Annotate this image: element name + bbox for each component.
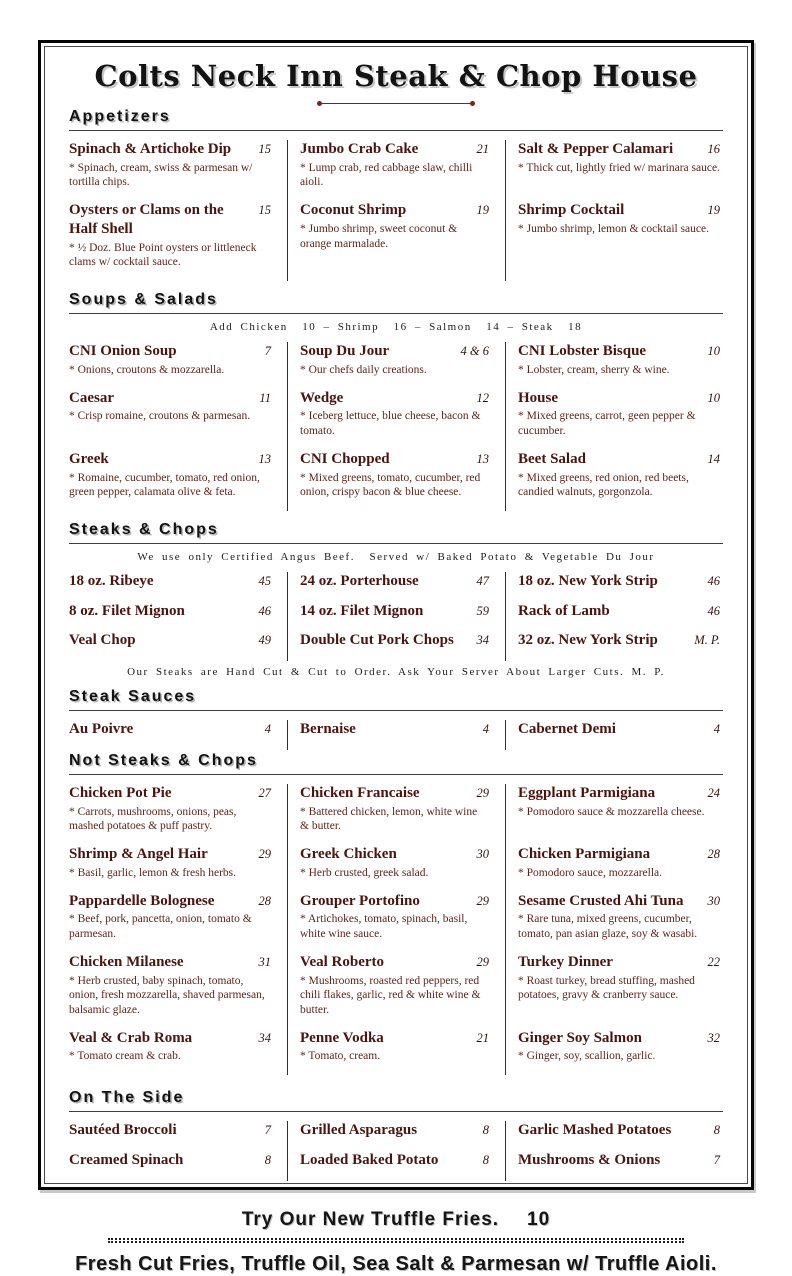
menu-item-name: Bernaise [300,721,356,738]
menu-item-description: * Battered chicken, lemon, white wine & butter. [300,805,478,833]
menu-item-description: * Basil, garlic, lemon & fresh herbs. [69,866,237,879]
menu-item-description: * Herb crusted, greek salad. [300,866,429,879]
menu-item-description: * Romaine, cucumber, tomato, red onion, green pepper, calamata olive & feta. [69,471,260,499]
menu-item-name: Chicken Pot Pie [69,784,172,801]
menu-item-header [300,342,489,361]
menu-item [69,631,287,661]
menu-item-description: * Mixed greens, carrot, geen pepper & cucumber. [518,410,696,438]
menu-item-header [69,953,271,972]
menu-item-price: 4 & 6 [460,344,489,359]
menu-item [69,342,287,388]
menu-item [287,784,505,845]
menu-item-price: 15 [258,203,271,218]
menu-item-name: Greek Chicken [300,846,397,863]
menu-item-name: 18 oz. Ribeye [69,572,154,589]
menu-item [505,572,723,602]
section-note: Add Chicken 10 – Shrimp 16 – Salmon 14 – Steak 18 [209,321,583,334]
menu-item-name: Turkey Dinner [518,953,613,970]
menu-item-header [300,631,489,650]
section-heading: Steak Sauces [69,688,723,711]
menu-item [505,1121,723,1151]
menu-item-name: Greek [69,450,109,467]
menu-item-header [69,784,271,803]
menu-item [287,140,505,201]
promo-description: Fresh Cut Fries, Truffle Oil, Sea Salt & Parmesan w/ Truffle Aioli. [75,1252,717,1275]
menu-item-name: Au Poivre [69,721,134,738]
menu-item-name: Chicken Milanese [69,953,184,970]
truffle-fries-promo [69,1209,723,1276]
menu-item-description: * Artichokes, tomato, spinach, basil, white wine sauce. [300,913,468,941]
menu-item-name: Oysters or Clams on the Half Shell [69,202,224,237]
menu-item-description: * Rare tuna, mixed greens, cucumber, tomato, pan asian glaze, soy & wasabi. [518,913,698,941]
menu-item-price: 45 [258,573,271,588]
menu-item-header [300,389,489,408]
menu-item-name: 24 oz. Porterhouse [300,572,419,589]
menu-item-description: * Beef, pork, pancetta, onion, tomato & parmesan. [69,913,252,941]
menu-item-header [300,953,489,972]
menu-item-price: 14 [707,451,720,466]
menu-item-header [69,342,271,361]
menu-item-description: * Jumbo shrimp, sweet coconut & orange marmalade. [300,222,458,250]
menu-item-price: 24 [707,785,720,800]
menu-item [287,892,505,953]
menu-item-description: * Thick cut, lightly fried w/ marinara sauce. [518,161,720,174]
menu-item-header [518,631,720,650]
menu-item-description: * Herb crusted, baby spinach, tomato, onion, fresh mozzarella, shaved parmesan, balsamic glaze. [69,974,265,1016]
menu-item-name: Mushrooms & Onions [518,1151,661,1168]
menu-item-header [69,450,271,469]
menu-item-name: Veal Roberto [300,953,385,970]
menu-item-header [69,201,271,239]
menu-item-header [518,140,720,159]
menu-item-price: 46 [258,603,271,618]
menu-item-price: 8 [482,1152,489,1167]
menu-item [505,1029,723,1075]
menu-item-price: 10 [707,344,720,359]
menu-item-name: 8 oz. Filet Mignon [69,602,185,619]
menu-item-header [300,140,489,159]
section-items-grid [69,784,723,1075]
promo-title: Try Our New Truffle Fries. [241,1208,500,1230]
menu-item-price: 29 [476,785,489,800]
menu-item [505,892,723,953]
menu-item [505,953,723,1029]
menu-item-name: Grilled Asparagus [300,1122,418,1139]
menu-item-name: Creamed Spinach [69,1151,184,1168]
menu-item-price: 16 [707,142,720,156]
menu-item-name: Double Cut Pork Chops [300,632,454,649]
menu-item-description: * Onions, croutons & mozzarella. [69,363,225,376]
menu-item-header [300,845,489,864]
menu-item [69,784,287,845]
menu-item [69,1121,287,1151]
menu-item [287,450,505,511]
menu-item [69,1029,287,1075]
section-heading: Soups & Salads [69,291,723,314]
menu-item [287,1121,505,1151]
menu-item-price: 13 [258,451,271,466]
menu-item [287,602,505,632]
menu-item-header [69,892,271,911]
menu-item-header [518,953,720,972]
menu-item-price: 21 [476,142,489,156]
menu-item-price: 4 [264,722,271,737]
menu-item-header [300,572,489,591]
section-heading: Steaks & Chops [69,521,723,544]
menu-item-header [69,572,271,591]
menu-item-price: 7 [264,1123,271,1138]
menu-item-header [518,342,720,361]
menu-item-price: 8 [482,1123,489,1138]
menu-item-header [300,784,489,803]
menu-item [69,845,287,891]
menu-item-name: Salt & Pepper Calamari [518,141,674,157]
section-note: We use only Certified Angus Beef. Served w/ Baked Potato & Vegetable Du Jour [137,550,655,563]
menu-item-header [518,892,720,911]
menu-item [69,450,287,511]
menu-item-header [69,1121,271,1140]
menu-item-price: 32 [707,1030,720,1045]
menu-item-header [300,450,489,469]
menu-item [287,342,505,388]
menu-item-name: Pappardelle Bolognese [69,892,215,909]
menu-item-header [69,720,271,739]
menu-item-name: Sautéed Broccoli [69,1122,177,1139]
menu-item [287,1029,505,1075]
section-heading: On The Side [69,1089,723,1112]
menu-item-description: * Tomato cream & crab. [69,1050,181,1063]
menu-item-description: * Pomodoro sauce, mozzarella. [518,866,663,879]
menu-item [287,389,505,450]
menu-item-description: * Pomodoro sauce & mozzarella cheese. [518,805,705,818]
menu-item-header [518,572,720,591]
menu-item-description: * Carrots, mushrooms, onions, peas, mashed potatoes & puff pastry. [69,805,237,833]
menu-item [287,572,505,602]
menu-item-name: Coconut Shrimp [300,202,407,219]
menu-item [287,631,505,661]
menu-item [505,201,723,281]
menu-item-header [518,784,720,803]
menu-item-price: 29 [476,893,489,908]
menu-item-price: 28 [258,893,271,908]
menu-item [69,572,287,602]
menu-item-header [518,389,720,408]
section-items-grid [69,140,723,281]
menu-item-description: * Lobster, cream, sherry & wine. [518,363,670,376]
menu-item-header [69,1029,271,1048]
menu-item [505,845,723,891]
menu-title: Colts Neck Inn Steak & Chop House [94,59,698,93]
menu-item-header [300,201,489,220]
menu-item-description: * Our chefs daily creations. [300,363,427,376]
menu-item-header [300,1121,489,1140]
dotted-divider-rule [108,1238,684,1243]
menu-item-price: 34 [476,633,489,648]
menu-item-price: 22 [707,954,720,969]
menu-item-header [300,720,489,739]
menu-item-name: Caesar [69,389,114,406]
menu-item-header [300,1029,489,1048]
menu-item-price: 30 [476,847,489,862]
menu-item [287,201,505,281]
menu-item-name: Chicken Francaise [300,784,420,801]
menu-item-name: Eggplant Parmigiana [518,784,656,801]
section-footnote: Our Steaks are Hand Cut & Cut to Order. Ask Your Server About Larger Cuts. M. P. [127,666,665,679]
section-items-grid [69,720,723,750]
menu-item [287,1151,505,1181]
menu-item-name: Loaded Baked Potato [300,1151,439,1168]
menu-item-name: House [518,389,559,406]
menu-item-name: Jumbo Crab Cake [300,141,419,157]
menu-item-name: CNI Lobster Bisque [518,343,647,360]
menu-item-header [300,1151,489,1170]
menu-item [505,140,723,201]
menu-item-name: Shrimp & Angel Hair [69,846,208,863]
menu-item [69,1151,287,1181]
menu-item-name: Ginger Soy Salmon [518,1029,642,1046]
menu-item-description: * Spinach, cream, swiss & parmesan w/ tortilla chips. [69,161,253,189]
menu-item-header [518,1121,720,1140]
menu-item-price: 19 [476,203,489,218]
menu-item-price: 47 [476,573,489,588]
menu-item-price: 8 [264,1152,271,1167]
menu-item-price: M. P. [694,633,720,648]
menu-item [287,845,505,891]
menu-item-name: Rack of Lamb [518,602,610,619]
menu-item-name: Sesame Crusted Ahi Tuna [518,892,684,909]
menu-item-price: 12 [476,390,489,405]
menu-item-header [69,389,271,408]
menu-item-header [518,201,720,220]
menu-item-name: Penne Vodka [300,1029,384,1046]
menu-item [69,602,287,632]
menu-item-price: 4 [713,722,720,737]
menu-item [69,389,287,450]
menu-item-price: 19 [707,203,720,218]
menu-item-description: * Mushrooms, roasted red peppers, red chili flakes, garlic, red & white wine & butter. [300,974,481,1016]
menu-item [505,1151,723,1181]
menu-item-description: * Roast turkey, bread stuffing, mashed potatoes, gravy & cranberry sauce. [518,974,695,1002]
menu-item-price: 27 [258,785,271,800]
menu-item [505,602,723,632]
menu-item-name: Shrimp Cocktail [518,202,625,219]
menu-item-header [518,450,720,469]
menu-item-description: * Jumbo shrimp, lemon & cocktail sauce. [518,222,709,235]
menu-item [505,389,723,450]
menu-item-price: 13 [476,451,489,466]
menu-item-price: 15 [258,142,271,156]
section-items-grid [69,1121,723,1181]
menu-item [69,201,287,281]
menu-item [505,784,723,845]
section-items-grid [69,572,723,661]
menu-item-name: Garlic Mashed Potatoes [518,1122,672,1139]
menu-item-header [518,845,720,864]
menu-item [69,140,287,201]
menu-item [69,953,287,1029]
menu-item [505,342,723,388]
menu-item-description: * Ginger, soy, scallion, garlic. [518,1050,656,1063]
menu-item-name: 14 oz. Filet Mignon [300,602,424,619]
menu-item-header [518,1151,720,1170]
menu-item-header [69,140,271,159]
menu-page-border [38,40,754,1275]
menu-item-name: CNI Chopped [300,450,390,467]
menu-item-description: * Mixed greens, red onion, red beets, candied walnuts, gorgonzola. [518,471,689,499]
menu-item-name: Wedge [300,389,344,406]
menu-item-name: Veal Chop [69,632,136,649]
menu-item-price: 4 [482,722,489,737]
menu-item [505,450,723,511]
menu-item-price: 30 [707,893,720,908]
menu-item-header [300,892,489,911]
menu-item-price: 29 [258,847,271,862]
section-heading: Not Steaks & Chops [69,752,723,775]
menu-item-price: 46 [707,603,720,618]
menu-item-price: 46 [707,573,720,588]
menu-item-price: 10 [707,390,720,405]
menu-item-price: 8 [713,1123,720,1138]
section-on-the-side [69,1089,723,1181]
section-steak-sauces [69,688,723,750]
menu-item-name: Beet Salad [518,450,586,467]
menu-item-header [518,720,720,739]
menu-item-name: Spinach & Artichoke Dip [69,141,232,157]
section-appetizers [69,108,723,281]
menu-item-price: 7 [264,344,271,359]
menu-item-name: Veal & Crab Roma [69,1029,193,1046]
section-soups-salads [69,291,723,511]
menu-item [69,892,287,953]
menu-item-price: 11 [259,390,271,405]
menu-item-description: * Crisp romaine, croutons & parmesan. [69,410,251,423]
menu-item-description: * Lump crab, red cabbage slaw, chilli aioli. [300,161,473,189]
menu-item-price: 28 [707,847,720,862]
menu-item-header [518,602,720,621]
menu-item-price: 21 [476,1030,489,1045]
menu-item [287,953,505,1029]
menu-item-description: * ½ Doz. Blue Point oysters or littleneck clams w/ cocktail sauce. [69,241,257,269]
section-heading: Appetizers [69,108,723,131]
menu-item-name: Soup Du Jour [300,343,390,360]
menu-item-header [69,602,271,621]
menu-item-header [69,1151,271,1170]
section-items-grid [69,342,723,511]
menu-item-name: Chicken Parmigiana [518,846,651,863]
section-steaks-chops [69,521,723,678]
menu-item-price: 34 [258,1030,271,1045]
section-not-steaks-chops [69,752,723,1075]
menu-item [69,720,287,750]
promo-title-row [69,1209,723,1231]
menu-item-header [69,845,271,864]
menu-item-header [300,602,489,621]
menu-item-name: 32 oz. New York Strip [518,632,658,649]
menu-item-price: 59 [476,603,489,618]
title-divider-rule [319,103,473,104]
menu-item-price: 7 [713,1152,720,1167]
menu-item-name: Cabernet Demi [518,721,616,738]
menu-item-header [69,631,271,650]
promo-price: 10 [527,1208,551,1230]
menu-item-description: * Mixed greens, tomato, cucumber, red onion, crispy bacon & blue cheese. [300,471,481,499]
menu-item-price: 29 [476,954,489,969]
menu-page [44,46,748,1275]
menu-item-description: * Tomato, cream. [300,1050,381,1063]
menu-item [505,631,723,661]
menu-item-header [518,1029,720,1048]
menu-item-name: CNI Onion Soup [69,343,177,360]
menu-item-price: 31 [258,954,271,969]
menu-item [287,720,505,750]
menu-item-price: 49 [258,633,271,648]
menu-item [505,720,723,750]
menu-item-name: Grouper Portofino [300,892,420,909]
menu-item-description: * Iceberg lettuce, blue cheese, bacon & tomato. [300,410,481,438]
menu-item-name: 18 oz. New York Strip [518,572,658,589]
